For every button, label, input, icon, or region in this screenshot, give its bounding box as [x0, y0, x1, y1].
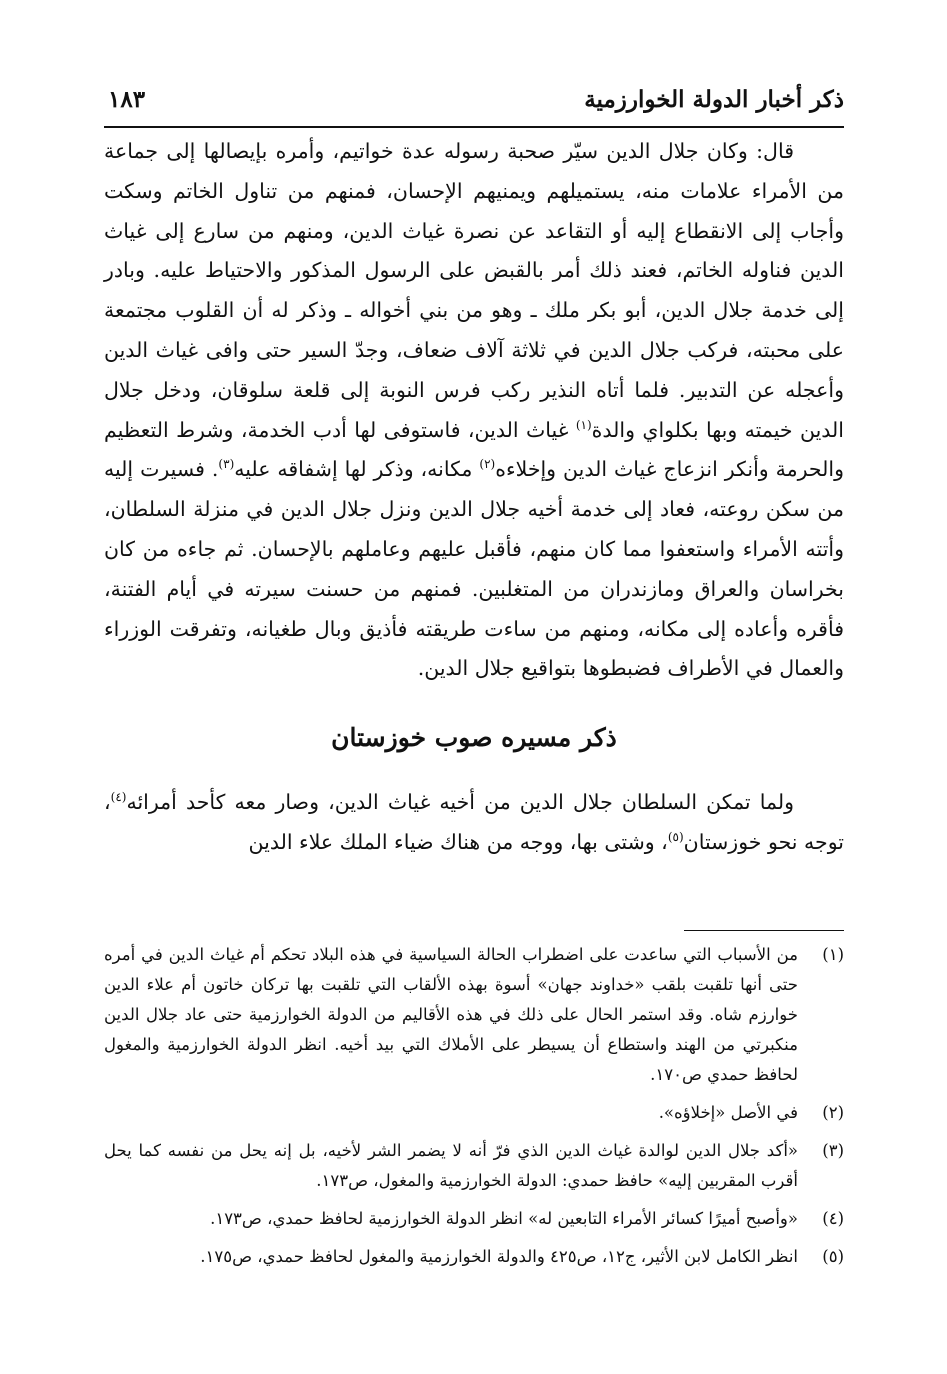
page-header: [104, 84, 844, 124]
footnote-number: (٣): [822, 1141, 844, 1160]
footnote-text: انظر الكامل لابن الأثير، ج١٢، ص٤٢٥ والدولة الخوارزمية والمغول لحافظ حمدي، ص١٧٥.: [200, 1247, 798, 1266]
page-number: ١٨٣: [108, 86, 146, 113]
footnote-item: [104, 940, 844, 1090]
footnote-item: [104, 1242, 844, 1272]
section-title: ذكر مسيره صوب خوزستان: [331, 723, 617, 753]
paragraph-text: ولما تمكن السلطان جلال الدين من أخيه غياث الدين، وصار معه كأحد أمرائه: [126, 790, 794, 815]
footnote-separator: [684, 930, 844, 931]
footnote-text: من الأسباب التي ساعدت على اضطراب الحالة السياسية في هذه البلاد تحكم أم غياث الدين في أمره حتى أنها تلقبت بلقب «خداوند جهان» أسوة بهذه الألقاب التي تلقبت بها تركان خاتون أم علاء الدين خوارزم شاه. وقد استمر الحال على ذلك في هذه الأقاليم من الدولة الخوارزمية حتى عاد جلال الدين منكبرتي من الهند واستطاع أن يسيطر على الأملاك التي بيد أخيه. انظر الدولة الخوارزمية والمغول لحافظ حمدي ص١٧٠.: [104, 945, 798, 1084]
footnote-item: [104, 1136, 844, 1196]
book-page: [104, 62, 844, 1352]
footnote-ref: (٣): [218, 457, 235, 472]
footnote-number: (١): [822, 945, 844, 964]
footnote-ref: (١): [575, 417, 592, 432]
paragraph-1: [104, 132, 844, 689]
paragraph-text: . فسيرت إليه من سكن روعته، فعاد إلى خدمة أخيه جلال الدين ونزل جلال الدين في منزلة السلطان، وأتته الأمراء واستعفوا مما كان منهم، فأقبل عليهم وعاملهم بالإحسان. ثم جاءه من كان بخراسان والعراق ومازندران من المتغلبين. فمنهم من حسنت سيرته في أيام الفتنة، فأقره وأعاده إلى مكانه، ومنهم من ساءت طريقته فأذيق وبال طغيانه، وتفرقت الوزراء والعمال في الأطراف فضبطوها بتواقيع جلال الدين.: [104, 457, 844, 681]
paragraph-text: ، وشتى بها، ووجه من هناك ضياء الملك علاء الدين: [248, 829, 668, 854]
paragraph-text: ، توجه نحو خوزستان: [104, 790, 844, 854]
footnote-text: «وأصبح أميرًا كسائر الأمراء التابعين له» انظر الدولة الخوارزمية لحافظ حمدي، ص١٧٣.: [210, 1209, 798, 1228]
header-rule: [104, 126, 844, 128]
footnote-number: (٢): [822, 1103, 844, 1122]
footnote-item: [104, 1204, 844, 1234]
paragraph-2: [104, 783, 844, 863]
footnote-ref: (٥): [667, 830, 684, 845]
footnote-ref: (٤): [110, 790, 127, 805]
footnote-text: في الأصل «إخلاؤه».: [658, 1103, 798, 1122]
footnote-item: [104, 1098, 844, 1128]
running-head: ذكر أخبار الدولة الخوارزمية: [584, 86, 844, 113]
footnotes: [104, 940, 844, 1280]
footnote-ref: (٢): [479, 457, 496, 472]
footnote-text: «أكد جلال الدين لوالدة غياث الدين الذي فرّ أنه لا يضمر الشر لأخيه، بل إنه يحل من نفسه كما يحل أقرب المقربين إليه» حافظ حمدي: الدولة الخوارزمية والمغول، ص١٧٣.: [104, 1141, 798, 1190]
footnote-number: (٥): [822, 1247, 844, 1266]
paragraph-text: مكانه، وذكر لها إشفاقه عليه: [234, 457, 480, 482]
footnote-number: (٤): [822, 1209, 844, 1228]
paragraph-text: غياث الدين، فاستوفى لها أدب الخدمة، وشرط التعظيم والحرمة وأنكر انزعاج غياث الدين وإخلاءه: [104, 417, 844, 482]
paragraph-text: قال: وكان جلال الدين سيّر صحبة رسوله عدة خواتيم، وأمره بإيصالها إلى جماعة من الأمراء علامات منه، يستميلهم ويمنيهم الإحسان، فمنهم من تناول الخاتم وسكت وأجاب إلى الانقطاع إليه أو التقاعد عن نصرة غياث الدين، ومنهم من سارع إلى غياث الدين فناوله الخاتم، فعند ذلك أمر بالقبض على الرسول المذكور والاحتياط عليه. وبادر إلى خدمة جلال الدين، أبو بكر ملك ـ وهو من بني أخواله ـ وذكر له أن القلوب مجتمعة على محبته، فركب جلال الدين في ثلاثة آلاف ضعاف، وجدّ السير حتى وافى غياث الدين وأعجله عن التدبير. فلما أتاه النذير ركب فرس النوبة إلى قلعة سلوقان، ودخل جلال الدين خيمته وبها بكلواي والدة: [104, 139, 844, 442]
main-text: [104, 132, 844, 863]
